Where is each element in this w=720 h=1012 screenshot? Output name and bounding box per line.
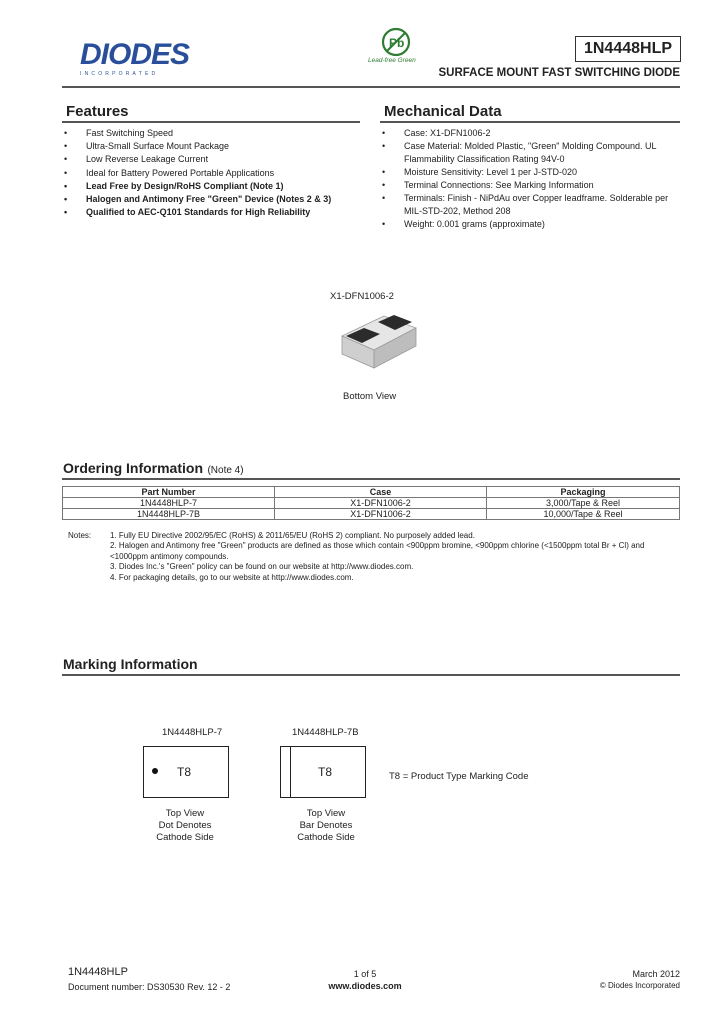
note-row: [68, 573, 680, 583]
mechanical-rule: [380, 121, 680, 123]
ordering-header-row: [63, 487, 680, 498]
table-cell: 10,000/Tape & Reel: [487, 509, 680, 520]
part-number-box: 1N4448HLP: [575, 36, 681, 62]
note-item: 2. Halogen and Antimony free "Green" products are defined as those which contain <900ppm bromine, <900ppm chlorine (<1500ppm total Br + Cl) and <1000ppm antimony compounds.: [110, 541, 645, 561]
ordering-heading: [63, 460, 244, 478]
features-title: Features: [66, 103, 129, 120]
ordering-col-packaging: Packaging: [487, 487, 680, 498]
ordering-rule: [62, 478, 680, 480]
cathode-dot-icon: [152, 768, 158, 774]
caption-line: Cathode Side: [297, 832, 355, 843]
ordering-table: [62, 486, 680, 520]
cathode-bar-icon: [290, 747, 291, 797]
diodes-logo: [80, 40, 204, 80]
note-row: [68, 541, 680, 562]
mechanical-item: • Terminal Connections: See Marking Information: [380, 179, 680, 192]
features-list: [62, 127, 362, 219]
feature-item: • Halogen and Antimony Free "Green" Device (Notes 2 & 3): [62, 193, 362, 206]
marking-title: Marking Information: [63, 656, 198, 672]
footer-part: 1N4448HLP: [68, 966, 128, 978]
svg-text:Pb: Pb: [389, 36, 405, 50]
mechanical-item: • Weight: 0.001 grams (approximate): [380, 218, 680, 231]
table-cell: 1N4448HLP-7: [63, 498, 275, 509]
mechanical-item: • Terminals: Finish - NiPdAu over Copper leadframe. Solderable per MIL-STD-202, Method 208: [380, 192, 680, 218]
feature-item: • Fast Switching Speed: [62, 127, 362, 140]
caption-line: Top View: [165, 808, 205, 819]
footer-doc-number: Document number: DS30530 Rev. 12 - 2: [68, 982, 231, 992]
table-cell: 3,000/Tape & Reel: [487, 498, 680, 509]
mechanical-item: • Case Material: Molded Plastic, "Green" Molding Compound. UL Flammability Classification Rating 94V-0: [380, 140, 680, 166]
mechanical-list: [380, 127, 680, 231]
feature-item: • Ultra-Small Surface Mount Package: [62, 140, 362, 153]
features-rule: [62, 121, 360, 123]
logo-subtext: INCORPORATED: [80, 71, 159, 77]
logo-text: DIODES: [80, 38, 190, 71]
package-caption: Bottom View: [343, 391, 397, 402]
lead-free-caption: Lead-free Green: [368, 57, 416, 64]
marking-rule: [62, 674, 680, 676]
notes-label: Notes:: [68, 531, 92, 540]
caption-line: Dot Denotes: [158, 820, 212, 831]
feature-item: • Lead Free by Design/RoHS Compliant (Note 1): [62, 180, 362, 193]
feature-item: • Low Reverse Leakage Current: [62, 153, 362, 166]
package-label: X1-DFN1006-2: [330, 291, 394, 302]
table-row: [63, 509, 680, 520]
marking-left-box: [143, 746, 229, 798]
caption-line: Cathode Side: [156, 832, 214, 843]
note-row: [68, 562, 680, 572]
table-cell: X1-DFN1006-2: [275, 509, 487, 520]
table-row: [63, 498, 680, 509]
table-cell: X1-DFN1006-2: [275, 498, 487, 509]
footer-copyright: © Diodes Incorporated: [599, 981, 680, 990]
ordering-col-part: Part Number: [63, 487, 275, 498]
document-subtitle: SURFACE MOUNT FAST SWITCHING DIODE: [438, 67, 680, 79]
ordering-col-case: Case: [275, 487, 487, 498]
marking-right-box: [280, 746, 366, 798]
mechanical-item: • Case: X1-DFN1006-2: [380, 127, 680, 140]
feature-item: • Qualified to AEC-Q101 Standards for High Reliability: [62, 206, 362, 219]
marking-left-caption: [143, 808, 227, 844]
marking-code: T8: [177, 765, 192, 779]
ordering-title: Ordering Information: [63, 460, 203, 476]
mechanical-title: Mechanical Data: [384, 103, 502, 120]
marking-right-part: 1N4448HLP-7B: [292, 727, 359, 738]
caption-line: Bar Denotes: [299, 820, 353, 831]
note-item: 3. Diodes Inc.'s "Green" policy can be found on our website at http://www.diodes.com.: [110, 562, 414, 572]
footer-website[interactable]: www.diodes.com: [328, 981, 402, 991]
note-row: [68, 531, 680, 541]
note-item: 1. Fully EU Directive 2002/95/EC (RoHS) & 2011/65/EU (RoHS 2) compliant. No purposely added lead.: [110, 531, 475, 540]
marking-left-part: 1N4448HLP-7: [162, 727, 223, 738]
package-image: [338, 312, 418, 372]
footer-date: March 2012: [632, 969, 680, 979]
marking-right-caption: [280, 808, 372, 844]
marking-code-description: T8 = Product Type Marking Code: [389, 771, 529, 782]
ordering-note: (Note 4): [207, 465, 244, 476]
mechanical-item: • Moisture Sensitivity: Level 1 per J-STD-020: [380, 166, 680, 179]
note-item: 4. For packaging details, go to our website at http://www.diodes.com.: [110, 572, 354, 582]
feature-item: • Ideal for Battery Powered Portable Applications: [62, 167, 362, 180]
table-cell: 1N4448HLP-7B: [63, 509, 275, 520]
notes-block: [68, 531, 680, 583]
header-rule: [62, 86, 680, 88]
caption-line: Top View: [306, 808, 346, 819]
marking-code: T8: [318, 765, 333, 779]
footer-page: 1 of 5: [353, 969, 377, 979]
